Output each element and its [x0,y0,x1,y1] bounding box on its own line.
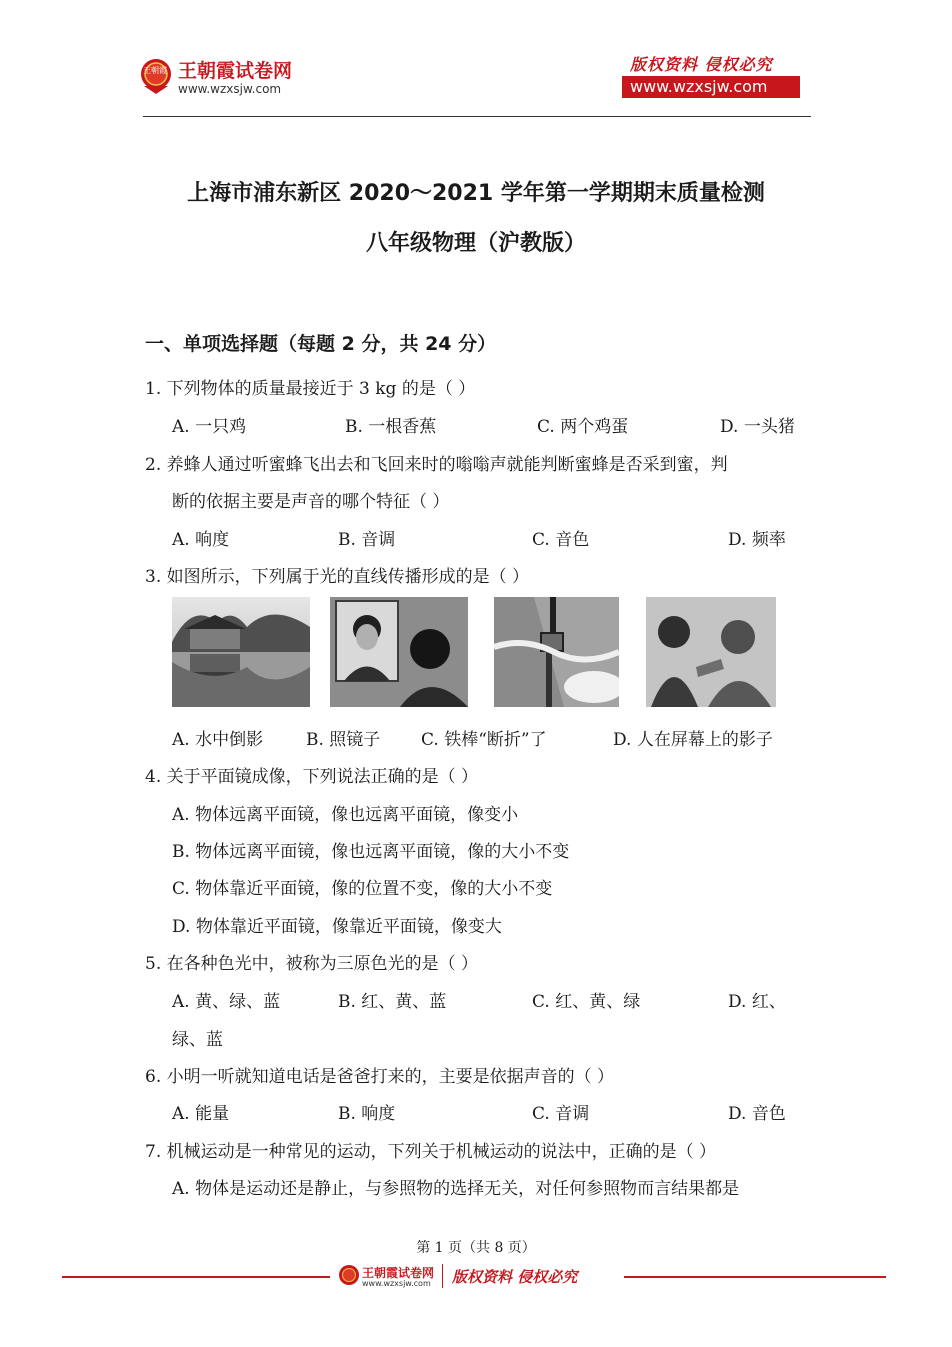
question-3-stem: 3. 如图所示，下列属于光的直线传播形成的是（ ） [145,567,530,587]
q3-option-a[interactable]: A. 水中倒影 [172,730,264,750]
photo-bent-rod [494,597,619,707]
brand-name: 王朝霞试卷网 [178,60,293,82]
q2-option-a[interactable]: A. 响度 [172,530,230,550]
q4-option-d[interactable]: D. 物体靠近平面镜，像靠近平面镜，像变大 [172,917,502,937]
question-4-stem: 4. 关于平面镜成像，下列说法正确的是（ ） [145,767,479,787]
q5-option-d[interactable]: D. 红、 [728,992,786,1012]
q2-option-b[interactable]: B. 音调 [338,530,396,550]
q5-option-a[interactable]: A. 黄、绿、蓝 [172,992,281,1012]
q6-option-a[interactable]: A. 能量 [172,1104,230,1124]
q4-option-c[interactable]: C. 物体靠近平面镜，像的位置不变，像的大小不变 [172,879,553,899]
question-1-stem: 1. 下列物体的质量最接近于 3 kg 的是（ ） [145,379,476,399]
q5-option-c[interactable]: C. 红、黄、绿 [532,992,641,1012]
photo-reflection [172,597,310,707]
footer-url[interactable]: www.wzxsjw.com [362,1279,431,1288]
brand-url: www.wzxsjw.com [178,82,282,96]
page-title: 上海市浦东新区 2020～2021 学年第一学期期末质量检测 [187,181,765,206]
q5-option-b[interactable]: B. 红、黄、蓝 [338,992,447,1012]
footer-slogan: 版权资料 侵权必究 [452,1268,578,1286]
q6-option-c[interactable]: C. 音调 [532,1104,590,1124]
question-6-stem: 6. 小明一听就知道电话是爸爸打来的，主要是依据声音的（ ） [145,1067,615,1087]
q1-option-a[interactable]: A. 一只鸡 [172,417,247,437]
header-url[interactable]: www.wzxsjw.com [630,77,768,96]
header-logo [136,54,306,100]
photo-mirror [330,597,468,707]
footer-rule-right [624,1276,886,1278]
header-rule [143,116,811,117]
footer-divider [442,1264,443,1288]
question-2-stem: 2. 养蜂人通过听蜜蜂飞出去和飞回来时的嗡嗡声就能判断蜜蜂是否采到蜜，判 [145,455,728,475]
q4-option-b[interactable]: B. 物体远离平面镜，像也远离平面镜，像的大小不变 [172,842,570,862]
footer-seal-icon [338,1264,360,1286]
q6-option-b[interactable]: B. 响度 [338,1104,396,1124]
q3-option-b[interactable]: B. 照镜子 [306,730,381,750]
q5-option-d-cont: 绿、蓝 [172,1030,223,1050]
seal-icon [136,56,176,96]
q3-option-d[interactable]: D. 人在屏幕上的影子 [613,730,773,750]
q4-option-a[interactable]: A. 物体远离平面镜，像也远离平面镜，像变小 [172,805,519,825]
q6-option-d[interactable]: D. 音色 [728,1104,786,1124]
page-subtitle: 八年级物理（沪教版） [365,231,586,256]
footer-rule-left [62,1276,330,1278]
q2-option-d[interactable]: D. 频率 [728,530,786,550]
question-5-stem: 5. 在各种色光中，被称为三原色光的是（ ） [145,954,479,974]
q2-option-c[interactable]: C. 音色 [532,530,590,550]
photo-shadow [646,597,776,707]
q1-option-d[interactable]: D. 一头猪 [720,417,795,437]
header-slogan: 版权资料 侵权必究 [630,55,773,74]
question-7-stem: 7. 机械运动是一种常见的运动，下列关于机械运动的说法中，正确的是（ ） [145,1142,717,1162]
q3-option-c[interactable]: C. 铁棒“断折”了 [421,730,547,750]
section-heading: 一、单项选择题（每题 2 分，共 24 分） [145,333,497,355]
q7-option-a[interactable]: A. 物体是运动还是静止，与参照物的选择无关，对任何参照物而言结果都是 [172,1179,740,1199]
seal-text: 王朝霞 [143,66,167,75]
question-2-stem-cont: 断的依据主要是声音的哪个特征（ ） [172,492,450,512]
q1-option-b[interactable]: B. 一根香蕉 [345,417,437,437]
page-number: 第 1 页（共 8 页） [416,1240,536,1256]
q1-option-c[interactable]: C. 两个鸡蛋 [537,417,629,437]
footer-brand: 王朝霞试卷网 [362,1266,435,1280]
